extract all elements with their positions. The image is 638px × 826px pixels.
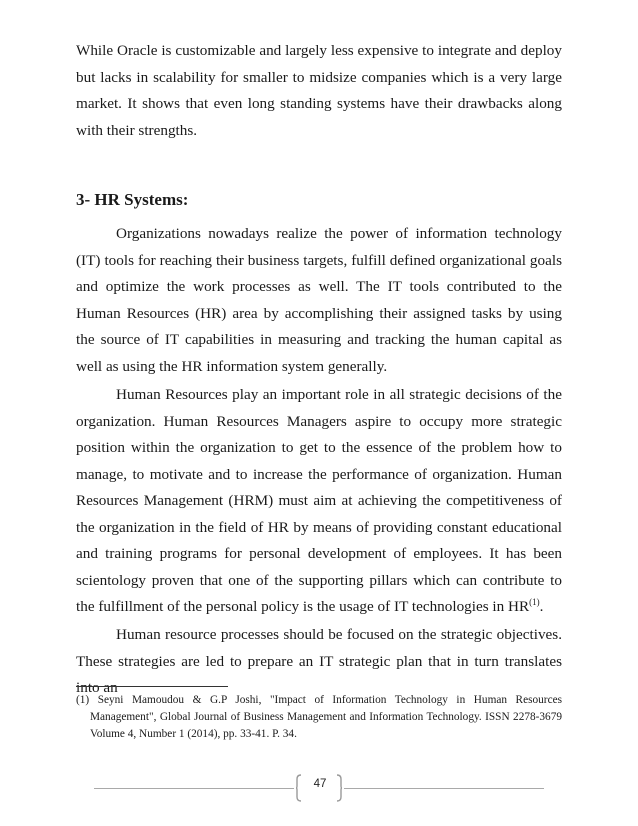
intro-paragraph: While Oracle is customizable and largely less expensive to integrate and deploy but lacks in scalability for smaller to midsize companies which is a very large market. It shows that even long standing systems have their drawbacks along with their strengths. [76, 42, 562, 139]
paragraph-2-end: . [539, 598, 544, 615]
left-bracket-icon [296, 774, 302, 802]
right-bracket-icon [336, 774, 342, 802]
hr-systems-paragraph-1: Organizations nowadays realize the power of information technology (IT) tools for reaching their business targets, fulfill defined organizational goals and optimize the work processes as well. The IT tools contributed to the Human Resources (HR) area by accomplishing their assigned tasks by using the source of IT capabilities in measuring and tracking the human capital as well as using the HR information system generally. [76, 225, 562, 375]
page-number: 47 [313, 778, 327, 790]
hr-systems-paragraph-2 [76, 382, 562, 621]
footnote-reference: (1) [529, 596, 540, 607]
page-number-rule-right [344, 788, 544, 789]
footnote: (1) Seyni Mamoudou & G.P Joshi, "Impact of Information Technology in Human Resources Management", Global Journal of Business Management and Information Technology. ISSN 2278-3679 Volume 4, Number 1 (2014), pp. 33-41. P. 34. [76, 694, 562, 740]
page-number-rule-left [94, 788, 294, 789]
footnote-divider [76, 686, 228, 687]
hr-systems-paragraph-3: Human resource processes should be focused on the strategic objectives. These strategies are led to prepare an IT strategic plan that in turn translates into an [76, 626, 562, 696]
paragraph-2-text: Human Resources play an important role in all strategic decisions of the organization. Human Resources Managers aspire to occupy more strategic position within the organization to get to the essence of the problem how to manage, to motivate and to increase the performance of organization. Human Resources Management (HRM) must aim at achieving the competitiveness of the organization in the field of HR by means of providing constant educational and training programs for personal development of employees. It has been scientology proven that one of the supporting pillars which can contribute to the fulfillment of the personal policy is the usage of IT technologies in HR [76, 386, 562, 615]
section-heading: 3- HR Systems: [76, 190, 189, 209]
